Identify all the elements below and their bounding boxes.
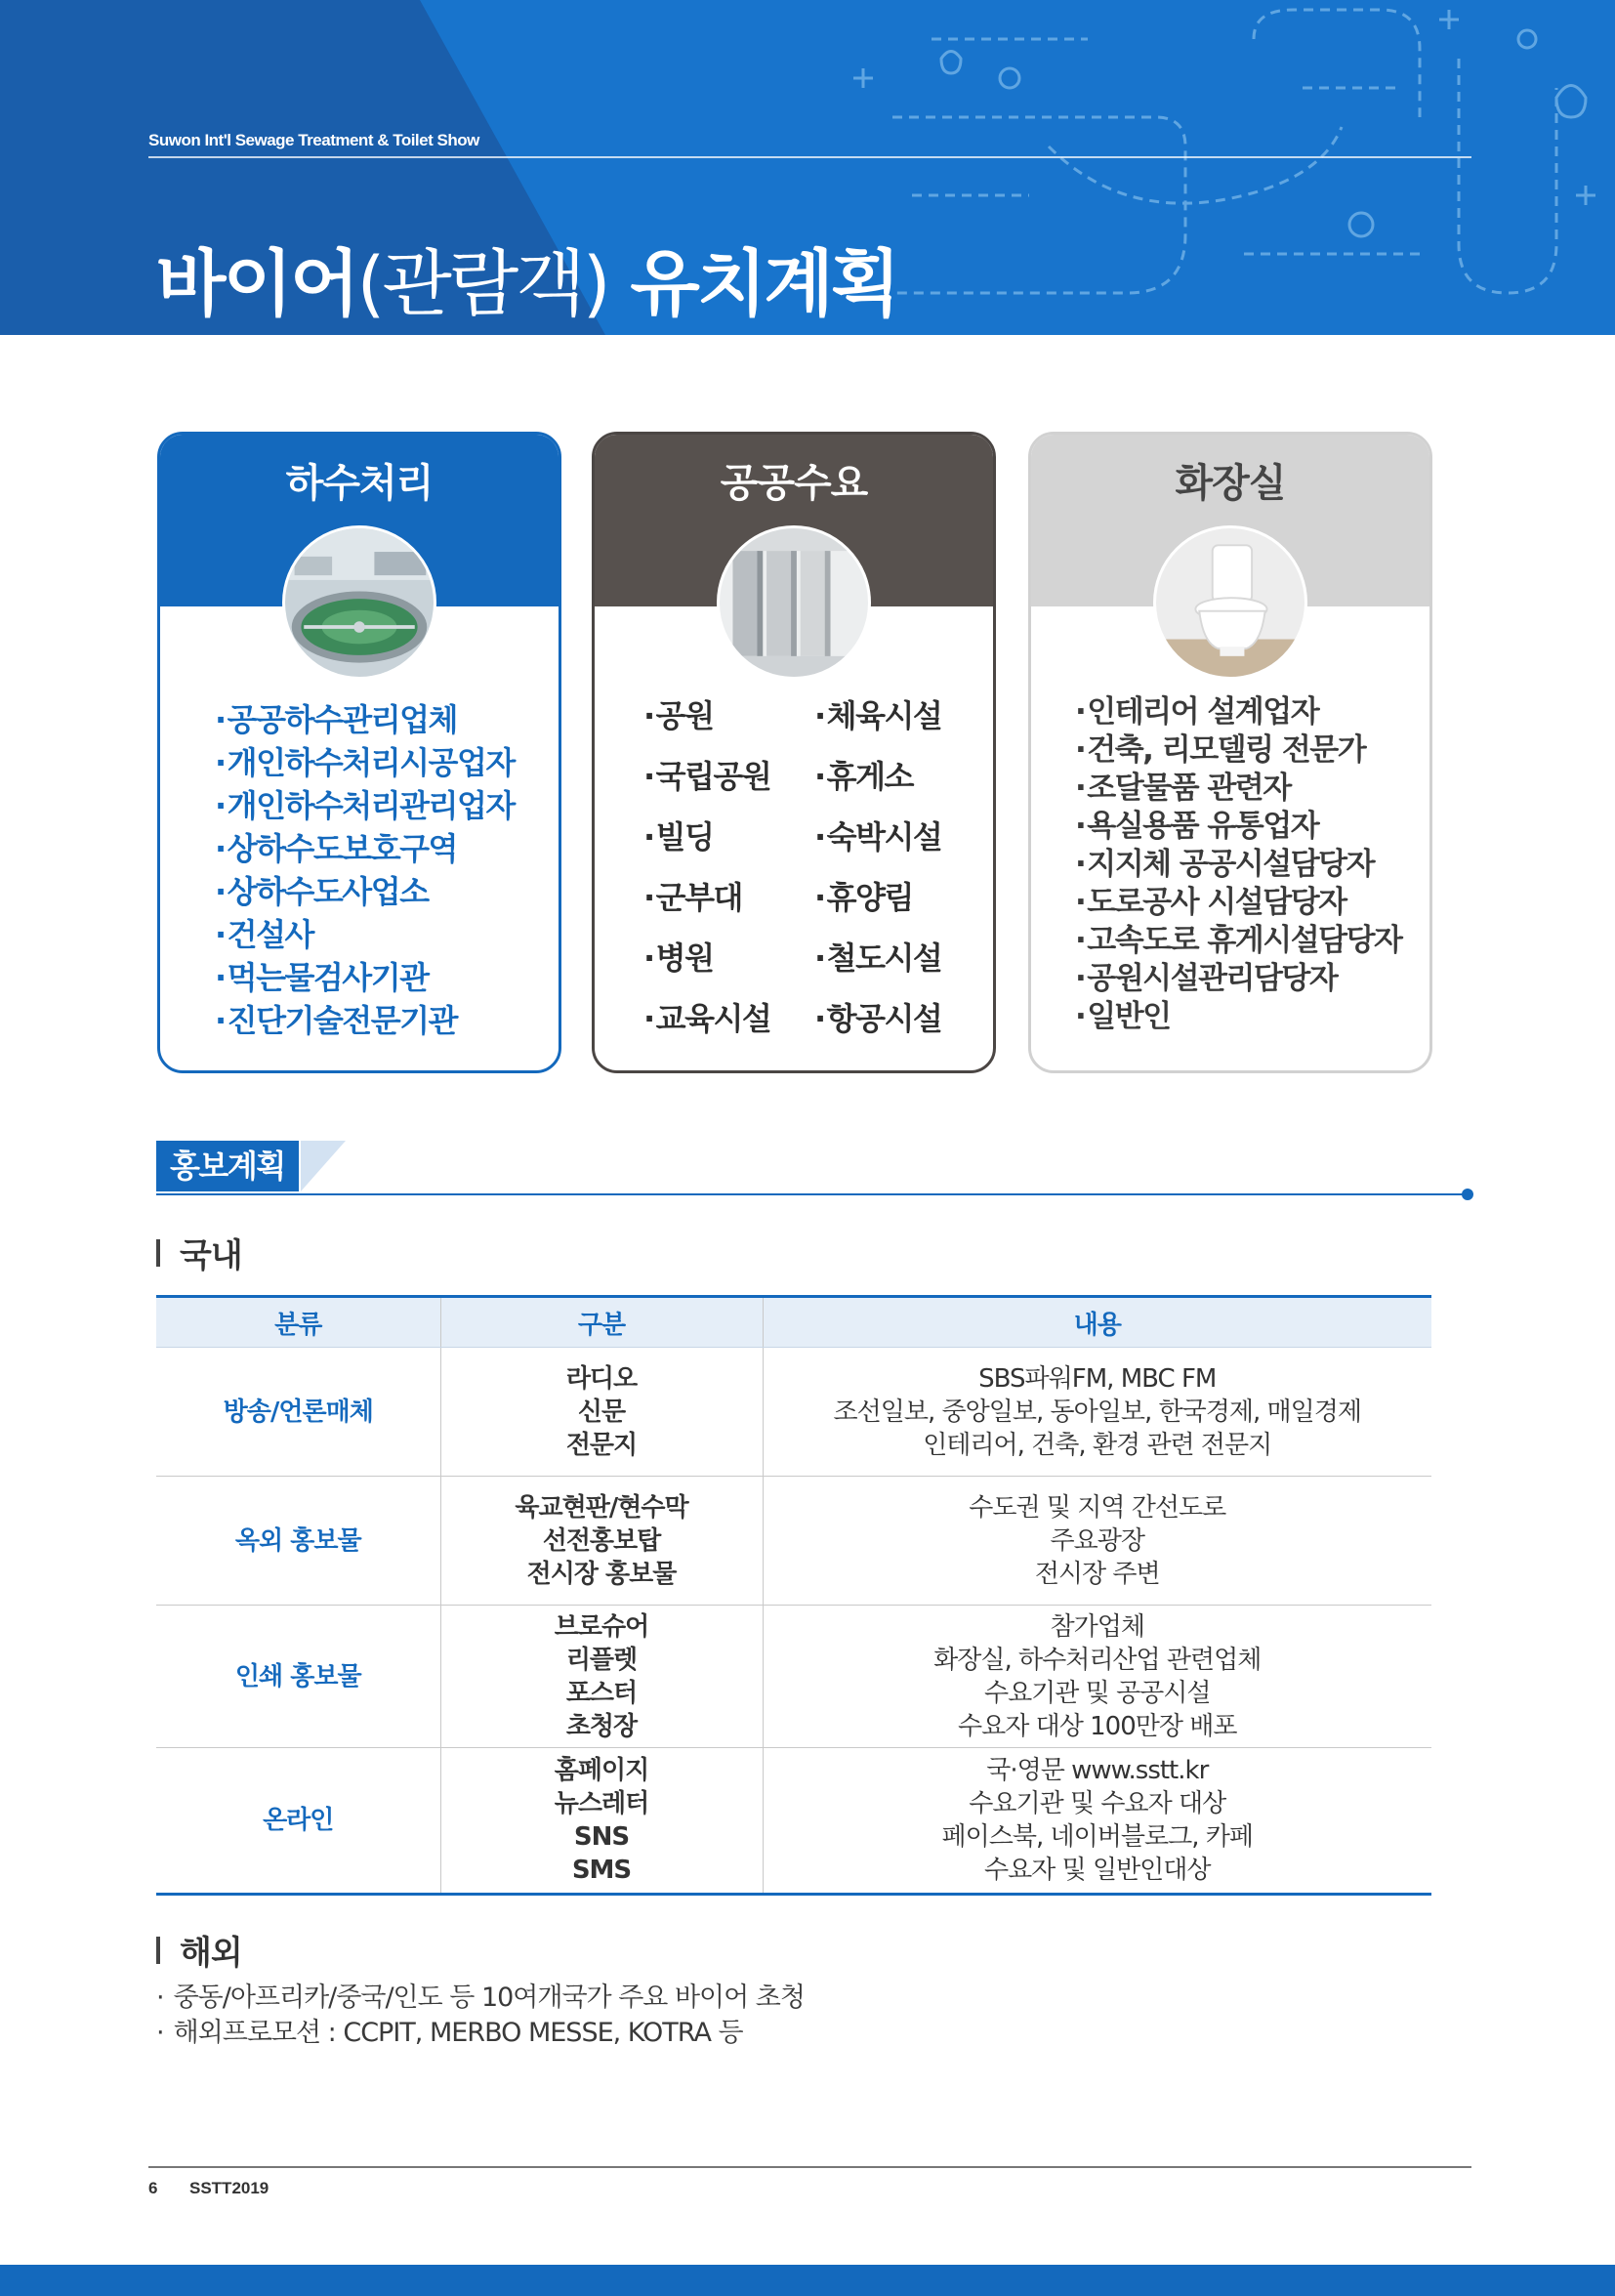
section-title-promo: 홍보계획 bbox=[156, 1141, 299, 1191]
list-item: · 공원시설관리담당자 bbox=[1075, 960, 1401, 998]
card-item-grid bbox=[643, 696, 956, 1039]
section-divider-dot bbox=[1462, 1189, 1473, 1200]
list-item: · 개인하수처리시공업자 bbox=[215, 741, 515, 784]
card-item-list bbox=[215, 698, 515, 1042]
title-part-visitor: (관람객) bbox=[356, 242, 608, 326]
content-line: 조선일보, 중앙일보, 동아일보, 한국경제, 매일경제 bbox=[833, 1397, 1361, 1427]
list-item: · 고속도로 휴게시설담당자 bbox=[1075, 922, 1401, 960]
table-cell-types bbox=[440, 1748, 763, 1895]
table-header-row bbox=[156, 1297, 1431, 1348]
page-header bbox=[0, 0, 1615, 335]
content-line: 수요기관 및 수요자 대상 bbox=[969, 1789, 1226, 1818]
table-cell-contents bbox=[763, 1477, 1431, 1606]
column-header-category: 분류 bbox=[156, 1297, 440, 1348]
type-line: 선전홍보탑 bbox=[542, 1525, 661, 1556]
list-item: · 일반인 bbox=[1075, 998, 1401, 1036]
list-item: · 체육시설 bbox=[814, 696, 956, 736]
list-item: · 상하수도사업소 bbox=[215, 870, 515, 913]
card-sewage-treatment bbox=[157, 432, 561, 1073]
footer-band bbox=[0, 2265, 1615, 2296]
list-item: · 개인하수처리관리업자 bbox=[215, 784, 515, 827]
page-number: 6 bbox=[148, 2179, 158, 2197]
table-cell-contents bbox=[763, 1606, 1431, 1748]
type-line: 라디오 bbox=[565, 1363, 638, 1394]
content-line: 인테리어, 건축, 환경 관련 전문지 bbox=[923, 1430, 1272, 1460]
table-cell-category: 인쇄 홍보물 bbox=[156, 1606, 440, 1748]
type-line: SMS bbox=[571, 1856, 632, 1885]
content-line: 주요광장 bbox=[1050, 1525, 1144, 1556]
table-cell-types bbox=[440, 1606, 763, 1748]
footer-label: SSTT2019 bbox=[189, 2179, 269, 2197]
list-item: · 건축, 리모델링 전문가 bbox=[1075, 731, 1401, 770]
list-item: · 교육시설 bbox=[643, 999, 814, 1039]
table-cell-types bbox=[440, 1477, 763, 1606]
content-line: 국·영문 www.sstt.kr bbox=[986, 1756, 1209, 1785]
subheading-label: 해외 bbox=[180, 1934, 242, 1973]
list-item: · 도로공사 시설담당자 bbox=[1075, 884, 1401, 922]
table-row bbox=[156, 1606, 1431, 1748]
subheading-bar bbox=[156, 1937, 160, 1964]
table-row bbox=[156, 1748, 1431, 1895]
card-title: 하수처리 bbox=[285, 461, 434, 506]
subheading-bar bbox=[156, 1239, 160, 1267]
content-line: 페이스북, 네이버블로그, 카페 bbox=[941, 1822, 1253, 1852]
section-divider bbox=[156, 1193, 1468, 1195]
promo-table bbox=[156, 1295, 1431, 1896]
column-header-type: 구분 bbox=[440, 1297, 763, 1348]
content-line: 전시장 주변 bbox=[1034, 1559, 1160, 1589]
type-line: 포스터 bbox=[565, 1678, 638, 1708]
list-item: · 병원 bbox=[643, 939, 814, 979]
type-line: 브로슈어 bbox=[554, 1611, 649, 1642]
title-part-plan: 유치계획 bbox=[630, 242, 898, 326]
type-line: 신문 bbox=[577, 1397, 626, 1427]
subheading-domestic bbox=[156, 1229, 242, 1276]
content-line: 수요자 및 일반인대상 bbox=[983, 1856, 1211, 1885]
type-line: 초청장 bbox=[565, 1711, 638, 1741]
content-line: 수요기관 및 공공시설 bbox=[983, 1678, 1211, 1708]
list-item: · 철도시설 bbox=[814, 939, 956, 979]
table-row bbox=[156, 1348, 1431, 1477]
list-item: · 중동/아프리카/중국/인도 등 10여개국가 주요 바이어 초청 bbox=[156, 1981, 805, 2016]
type-line: 육교현판/현수막 bbox=[515, 1492, 688, 1523]
section-tag-tail bbox=[301, 1141, 346, 1191]
header-subtitle: Suwon Int'l Sewage Treatment & Toilet Show bbox=[148, 131, 479, 149]
type-line: 전문지 bbox=[565, 1430, 638, 1460]
list-item: · 해외프로모션 : CCPIT, MERBO MESSE, KOTRA 등 bbox=[156, 2016, 805, 2051]
content-line: 수요자 대상 100만장 배포 bbox=[958, 1711, 1237, 1741]
type-line: 리플렛 bbox=[565, 1645, 638, 1675]
sewage-treatment-plant-photo bbox=[282, 525, 436, 680]
list-item: · 건설사 bbox=[215, 913, 515, 956]
page-title bbox=[156, 227, 897, 330]
overseas-list bbox=[156, 1981, 805, 2051]
subheading-overseas bbox=[156, 1926, 242, 1974]
content-line: SBS파워FM, MBC FM bbox=[978, 1363, 1217, 1394]
column-header-content: 내용 bbox=[763, 1297, 1431, 1348]
table-cell-category: 방송/언론매체 bbox=[156, 1348, 440, 1477]
table-cell-category: 온라인 bbox=[156, 1748, 440, 1895]
subheading-label: 국내 bbox=[180, 1236, 242, 1275]
card-title: 화장실 bbox=[1175, 461, 1286, 506]
list-item: · 진단기술전문기관 bbox=[215, 999, 515, 1042]
table-cell-types bbox=[440, 1348, 763, 1477]
card-toilet bbox=[1028, 432, 1432, 1073]
header-rule bbox=[148, 156, 1471, 158]
list-item: · 국립공원 bbox=[643, 757, 814, 797]
list-item: · 공원 bbox=[643, 696, 814, 736]
card-item-list bbox=[1075, 693, 1401, 1036]
card-title: 공공수요 bbox=[720, 461, 868, 506]
list-item: · 상하수도보호구역 bbox=[215, 827, 515, 870]
plumbing-pattern-graphic bbox=[834, 0, 1615, 335]
list-item: · 항공시설 bbox=[814, 999, 956, 1039]
type-line: SNS bbox=[573, 1822, 630, 1852]
type-line: 뉴스레터 bbox=[554, 1789, 649, 1818]
title-part-buyer: 바이어 bbox=[156, 242, 357, 326]
list-item: · 휴양림 bbox=[814, 878, 956, 918]
list-item: · 욕실용품 유통업자 bbox=[1075, 808, 1401, 846]
table-cell-contents bbox=[763, 1748, 1431, 1895]
list-item: · 인테리어 설계업자 bbox=[1075, 693, 1401, 731]
table-cell-contents bbox=[763, 1348, 1431, 1477]
list-item: · 빌딩 bbox=[643, 817, 814, 857]
list-item: · 숙박시설 bbox=[814, 817, 956, 857]
list-item: · 군부대 bbox=[643, 878, 814, 918]
footer-divider bbox=[148, 2166, 1471, 2168]
table-row bbox=[156, 1477, 1431, 1606]
table-cell-category: 옥외 홍보물 bbox=[156, 1477, 440, 1606]
public-restroom-stalls-photo bbox=[717, 525, 871, 680]
list-item: · 공공하수관리업체 bbox=[215, 698, 515, 741]
content-line: 참가업체 bbox=[1050, 1611, 1144, 1642]
toilet-photo bbox=[1153, 525, 1307, 680]
type-line: 전시장 홍보물 bbox=[526, 1559, 677, 1589]
list-item: · 지지체 공공시설담당자 bbox=[1075, 846, 1401, 884]
type-line: 홈페이지 bbox=[554, 1756, 649, 1785]
list-item: · 먹는물검사기관 bbox=[215, 956, 515, 999]
content-line: 화장실, 하수처리산업 관련업체 bbox=[933, 1645, 1262, 1675]
content-line: 수도권 및 지역 간선도로 bbox=[969, 1492, 1226, 1523]
list-item: · 휴게소 bbox=[814, 757, 956, 797]
card-public-demand bbox=[592, 432, 996, 1073]
list-item: · 조달물품 관련자 bbox=[1075, 770, 1401, 808]
